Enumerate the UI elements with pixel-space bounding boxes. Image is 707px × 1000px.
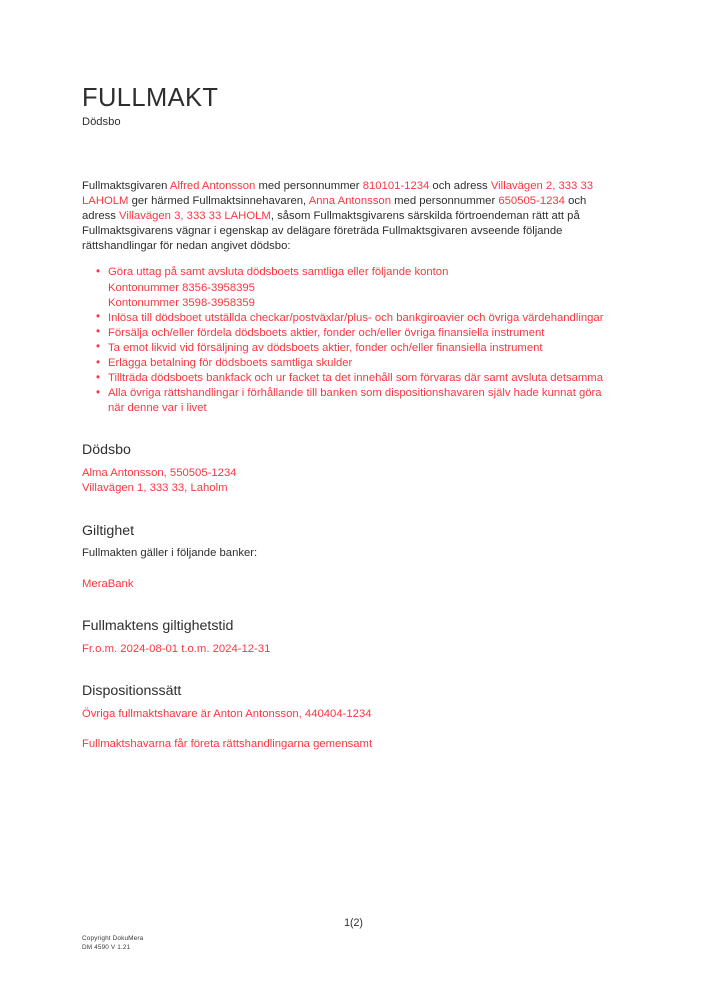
section-validity-period: [82, 618, 607, 657]
list-item: [108, 341, 607, 356]
list-item-label: Erlägga betalning för dödsboets samtliga skulder: [108, 357, 353, 369]
section-heading-validity: Giltighet: [82, 522, 135, 539]
page-title: FULLMAKT: [82, 84, 219, 112]
list-item-label: Inlösa till dödsboet utställda checkar/postväxlar/plus- och bankgiroavier och övriga värdehandlingar: [108, 311, 604, 324]
section-heading-disposition: Dispositionssätt: [82, 683, 182, 700]
estate-person: Alma Antonsson, 550505-1234: [82, 467, 237, 480]
section-heading-estate: Dödsbo: [82, 442, 131, 459]
intro-paragraph: [82, 129, 607, 254]
list-item-label: Försälja och/eller fördela dödsboets aktier, fonder och/eller övriga finansiella instrument: [108, 326, 545, 339]
list-item: [108, 371, 607, 386]
account-number-2: Kontonummer 3598-3958359: [108, 296, 255, 309]
validity-intro: Fullmakten gäller i följande banker:: [82, 547, 258, 560]
disposition-mode: Fullmaktshavarna får företa rättshandlingarna gemensamt: [82, 738, 373, 751]
estate-address: Villavägen 1, 333 33, Laholm: [82, 482, 228, 495]
list-item: [108, 356, 607, 371]
section-estate: [82, 442, 607, 496]
grantor-name: Alfred Antonsson: [169, 179, 256, 192]
list-item-label: Tillträda dödsboets bankfack och ur facket ta det innehåll som förvaras där samt avsluta detsamma: [108, 372, 604, 385]
holder-address: Villavägen 3, 333 33 LAHOLM: [119, 210, 271, 223]
list-item: [108, 386, 607, 416]
document-content: [82, 0, 607, 752]
page-subtitle: Dödsbo: [82, 115, 121, 128]
account-number-1: Kontonummer 8356-3958395: [108, 281, 255, 294]
footer: [82, 934, 143, 952]
grantor-personnummer: 810101-1234: [362, 179, 430, 192]
grantor-address: Villavägen 2, 333 33 LAHOLM: [82, 179, 594, 208]
page-number: 1(2): [344, 917, 363, 929]
holder-name: Anna Antonsson: [308, 195, 391, 208]
section-validity: [82, 523, 607, 592]
validity-bank: MeraBank: [82, 577, 134, 590]
footer-document-code: DM 4590 V 1.21: [82, 944, 131, 951]
holder-personnummer: 650505-1234: [498, 195, 565, 208]
section-heading-validity-period: Fullmaktens giltighetstid: [82, 618, 234, 635]
list-item-label: Göra uttag på samt avsluta dödsboets samtliga eller följande konton: [108, 266, 449, 279]
intro-text-5: med personnummer: [390, 195, 499, 208]
list-item-label: Ta emot likvid vid försäljning av dödsboets aktier, fonder och/eller finansiella instrument: [108, 341, 543, 354]
list-item: [108, 265, 607, 310]
validity-period-value: Fr.o.m. 2024-08-01 t.o.m. 2024-12-31: [82, 642, 271, 655]
list-item: [108, 326, 607, 341]
disposition-other-holders: Övriga fullmaktshavare är Anton Antonsson, 440404-1234: [82, 707, 372, 720]
rights-list: [82, 265, 607, 416]
intro-text-6: och adress: [82, 195, 587, 223]
intro-text-4: ger härmed Fullmaktsinnehavaren,: [128, 195, 309, 208]
intro-text-7: , såsom Fullmaktsgivarens särskilda förtroendeman rätt att på Fullmaktsgivarens vägnar i egenskap av delägare företräda Fullmaktsgivaren avseende följande rättshandlingar för nedan angivet dödsbo:: [82, 210, 580, 253]
section-disposition: [82, 683, 607, 752]
list-item-label: Alla övriga rättshandlingar i förhållande till banken som dispositionshavaren själv hade kunnat göra när denne var i livet: [108, 387, 602, 415]
list-item: [108, 311, 607, 326]
intro-text-1: Fullmaktsgivaren: [82, 179, 170, 192]
footer-copyright: Copyright DokuMera: [82, 935, 144, 942]
intro-text-2: med personnummer: [255, 179, 363, 192]
intro-text-3: och adress: [429, 179, 491, 192]
